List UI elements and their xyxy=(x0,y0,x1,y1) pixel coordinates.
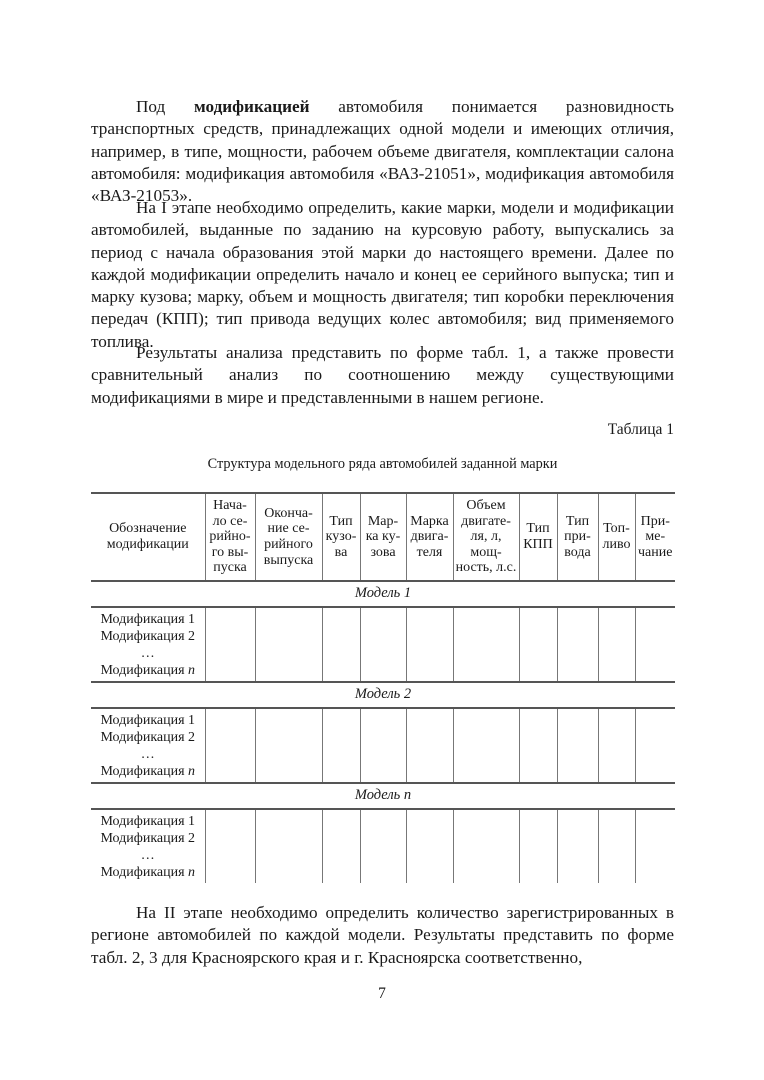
modification-label: Модификация 2 xyxy=(100,729,196,745)
table-cell xyxy=(635,607,675,682)
model-n: n xyxy=(403,787,412,804)
table-cell xyxy=(205,708,255,783)
table-cell xyxy=(360,607,406,682)
table-cell xyxy=(255,809,322,883)
modification-label: Модификация 2 xyxy=(100,830,196,846)
paragraph-text: Под xyxy=(136,97,194,116)
group-title: Модель 1 xyxy=(91,581,675,607)
table-row xyxy=(91,607,675,682)
table-cell xyxy=(255,607,322,682)
header-body-type: Тип кузо-ва xyxy=(322,493,360,581)
table-cell xyxy=(322,708,360,783)
header-engine-volume-power: Объем двигате-ля, л, мощ-ность, л.с. xyxy=(453,493,519,581)
modification-label: Модификация 2 xyxy=(100,628,196,644)
modification-list xyxy=(91,809,205,883)
table-cell xyxy=(519,708,557,783)
table-cell xyxy=(598,607,635,682)
paragraph-text: автомобиля понимается разновидность транспортных средств, принадлежащих одной модели и имеющих отличия, например, в типе, мощности, рабочем объеме двигателя, комплектации салона автомобиля: модификация автомобиля «ВАЗ-21051», модификация автомобиля «ВАЗ-21053». xyxy=(91,97,674,206)
group-title: Модель n xyxy=(91,783,675,809)
table-cell xyxy=(360,708,406,783)
table-cell xyxy=(453,607,519,682)
ellipsis: … xyxy=(140,645,155,661)
table-cell xyxy=(519,809,557,883)
paragraph-stage-1: На I этапе необходимо определить, какие марки, модели и модификации автомобилей, выданные по заданию на курсовую работу, выпускались за период с начала образования этой марки до настоящего времени. Далее по каждой модификации определить начало и конец ее серийного выпуска; тип и марку кузова; марку, объем и мощность двигателя; тип коробки переключения передач (КПП); тип привода ведущих колес автомобиля; вид применяемого топлива. xyxy=(91,198,674,351)
modification-label: Модификация 1 xyxy=(100,712,196,728)
table-cell xyxy=(519,607,557,682)
table-cell xyxy=(322,809,360,883)
table-cell xyxy=(635,708,675,783)
modification-list xyxy=(91,607,205,682)
table-cell xyxy=(453,708,519,783)
table-group-row xyxy=(91,682,675,708)
table-cell xyxy=(406,708,453,783)
table-cell xyxy=(406,809,453,883)
header-drive-type: Тип при-вода xyxy=(557,493,598,581)
model-structure-table xyxy=(91,492,675,883)
table-cell xyxy=(598,809,635,883)
header-fuel: Топ-ливо xyxy=(598,493,635,581)
table-cell xyxy=(205,809,255,883)
table-group-row xyxy=(91,783,675,809)
table-cell xyxy=(557,607,598,682)
table-group-row xyxy=(91,581,675,607)
ellipsis: … xyxy=(140,746,155,762)
table-cell xyxy=(453,809,519,883)
header-gearbox-type: Тип КПП xyxy=(519,493,557,581)
header-engine-brand: Марка двига-теля xyxy=(406,493,453,581)
table-cell xyxy=(255,708,322,783)
page-number: 7 xyxy=(378,985,386,1002)
modification-label: Модификация n xyxy=(100,662,196,678)
table-cell xyxy=(635,809,675,883)
header-production-start: Нача-ло се-рийно-го вы-пуска xyxy=(205,493,255,581)
paragraph-modification-definition xyxy=(91,96,674,207)
modification-list xyxy=(91,708,205,783)
paragraph-stage-2: На II этапе необходимо определить количество зарегистрированных в регионе автомобилей по каждой модели. Результаты представить по форме табл. 2, 3 для Красноярского края и г. Красноярска соответственно, xyxy=(91,903,674,967)
header-body-brand: Мар-ка ку-зова xyxy=(360,493,406,581)
header-modification: Обозначение модификации xyxy=(91,493,205,581)
modification-label: Модификация 1 xyxy=(100,813,196,829)
modification-label: Модификация 1 xyxy=(100,611,196,627)
header-production-end: Оконча-ние се-рийного выпуска xyxy=(255,493,322,581)
table-row xyxy=(91,708,675,783)
table-caption: Структура модельного ряда автомобилей заданной марки xyxy=(207,456,558,472)
table-cell xyxy=(322,607,360,682)
table-cell xyxy=(557,708,598,783)
header-note: При-ме-чание xyxy=(635,493,675,581)
table-cell xyxy=(598,708,635,783)
table-cell xyxy=(406,607,453,682)
bold-term: модификацией xyxy=(193,97,310,116)
ellipsis: … xyxy=(140,847,155,863)
table-header-row xyxy=(91,493,675,581)
table-cell xyxy=(205,607,255,682)
paragraph-results: Результаты анализа представить по форме табл. 1, а также провести сравнительный анализ по соотношению между существующими модификациями в мире и представленными в нашем регионе. xyxy=(91,343,674,407)
modification-label: Модификация n xyxy=(100,864,196,880)
table-cell xyxy=(360,809,406,883)
modification-label: Модификация n xyxy=(100,763,196,779)
table-row xyxy=(91,809,675,883)
table-cell xyxy=(557,809,598,883)
group-title: Модель 2 xyxy=(91,682,675,708)
table-label: Таблица 1 xyxy=(607,421,674,438)
